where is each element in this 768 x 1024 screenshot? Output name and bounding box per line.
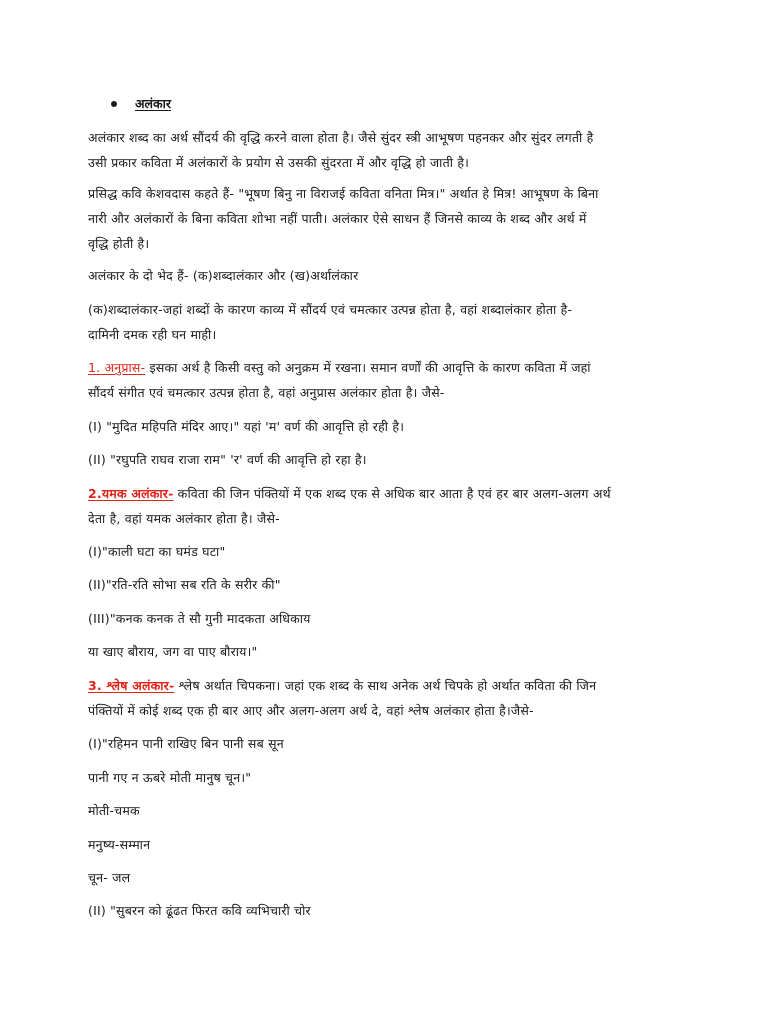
yamak-label: 2.यमक अलंकार-	[88, 486, 174, 501]
intro-line-1: अलंकार शब्द का अर्थ सौंदर्य की वृद्धि करने वाला होता है। जैसे सुंदर स्त्री आभूषण पहनकर और सुंदर लगती है	[88, 130, 594, 145]
shlesh-line-1	[88, 678, 596, 694]
types-line: अलंकार के दो भेद हैं- (क)शब्दालंकार और (ख)अर्थालंकार	[88, 268, 359, 283]
shlesh-label: 3. श्लेष अलंकार-	[88, 678, 175, 693]
intro-line-2: उसी प्रकार कविता में अलंकारों के प्रयोग से उसकी सुंदरता में और वृद्धि हो जाती है।	[88, 155, 470, 170]
shlesh-example-2: (II) "सुबरन को ढूंढत फिरत कवि व्यभिचारी चोर	[88, 903, 311, 918]
shlesh-example-1b: पानी गए न ऊबरे मोती मानुष चून।"	[88, 770, 252, 785]
shabda-line-1: (क)शब्दालंकार-जहां शब्दों के कारण काव्य में सौंदर्य एवं चमत्कार उत्पन्न होता है, वहां शब्दालंकार होता है-	[88, 302, 573, 317]
yamak-example-3a: (III)"कनक कनक ते सौ गुनी मादकता अधिकाय	[88, 611, 311, 626]
shlesh-example-1a: (I)"रहिमन पानी राखिए बिन पानी सब सून	[88, 736, 284, 751]
yamak-example-2: (II)"रति-रति सोभा सब रति के सरीर की"	[88, 577, 281, 592]
anupras-label: 1. अनुप्रास-	[88, 360, 146, 375]
yamak-text: कविता की जिन पंक्तियों में एक शब्द एक से अधिक बार आता है एवं हर बार अलग-अलग अर्थ	[173, 486, 611, 501]
yamak-line-2: देता है, वहां यमक अलंकार होता है। जैसे-	[88, 511, 280, 526]
heading-text: अलंकार	[135, 96, 171, 111]
anupras-example-2: (II) "रघुपति राघव राजा राम" 'र' वर्ण की आवृत्ति हो रहा है।	[88, 452, 367, 467]
section-heading	[111, 96, 171, 112]
anupras-line-2: सौंदर्य संगीत एवं चमत्कार उत्पन्न होता है, वहां अनुप्रास अलंकार होता है। जैसे-	[88, 385, 445, 400]
shlesh-meaning-2: मनुष्य-सम्मान	[88, 837, 151, 852]
yamak-example-1: (I)"काली घटा का घमंड घटा"	[88, 544, 226, 559]
shabda-line-2: दामिनी दमक रही घन माही।	[88, 327, 217, 342]
shlesh-meaning-1: मोती-चमक	[88, 803, 140, 818]
para2-line-1: प्रसिद्ध कवि केशवदास कहते हैं- "भूषण बिनु ना विराजई कविता वनिता मित्र।" अर्थात हे मित्र! आभूषण के बिना	[88, 186, 599, 201]
yamak-line-1	[88, 486, 611, 502]
anupras-text: इसका अर्थ है किसी वस्तु को अनुक्रम में रखना। समान वर्णों की आवृत्ति के कारण कविता में जहां	[145, 360, 591, 375]
shlesh-meaning-3: चून- जल	[88, 870, 131, 885]
shlesh-line-2: पंक्तियों में कोई शब्द एक ही बार आए और अलग-अलग अर्थ दे, वहां श्लेष अलंकार होता है।जैसे-	[88, 703, 534, 718]
anupras-line-1	[88, 360, 591, 376]
yamak-example-3b: या खाए बौराय, जग वा पाए बौराय।"	[88, 644, 258, 659]
shlesh-text: श्लेष अर्थात चिपकना। जहां एक शब्द के साथ अनेक अर्थ चिपके हो अर्थात कविता की जिन	[174, 678, 597, 693]
para2-line-2: नारी और अलंकारों के बिना कविता शोभा नहीं पाती। अलंकार ऐसे साधन हैं जिनसे काव्य के शब्द और अर्थ में	[88, 211, 587, 226]
bullet-icon	[111, 101, 117, 107]
para2-line-3: वृद्धि होती है।	[88, 236, 150, 251]
anupras-example-1: (I) "मुदित महिपति मंदिर आए।" यहां 'म' वर्ण की आवृत्ति हो रही है।	[88, 419, 405, 434]
